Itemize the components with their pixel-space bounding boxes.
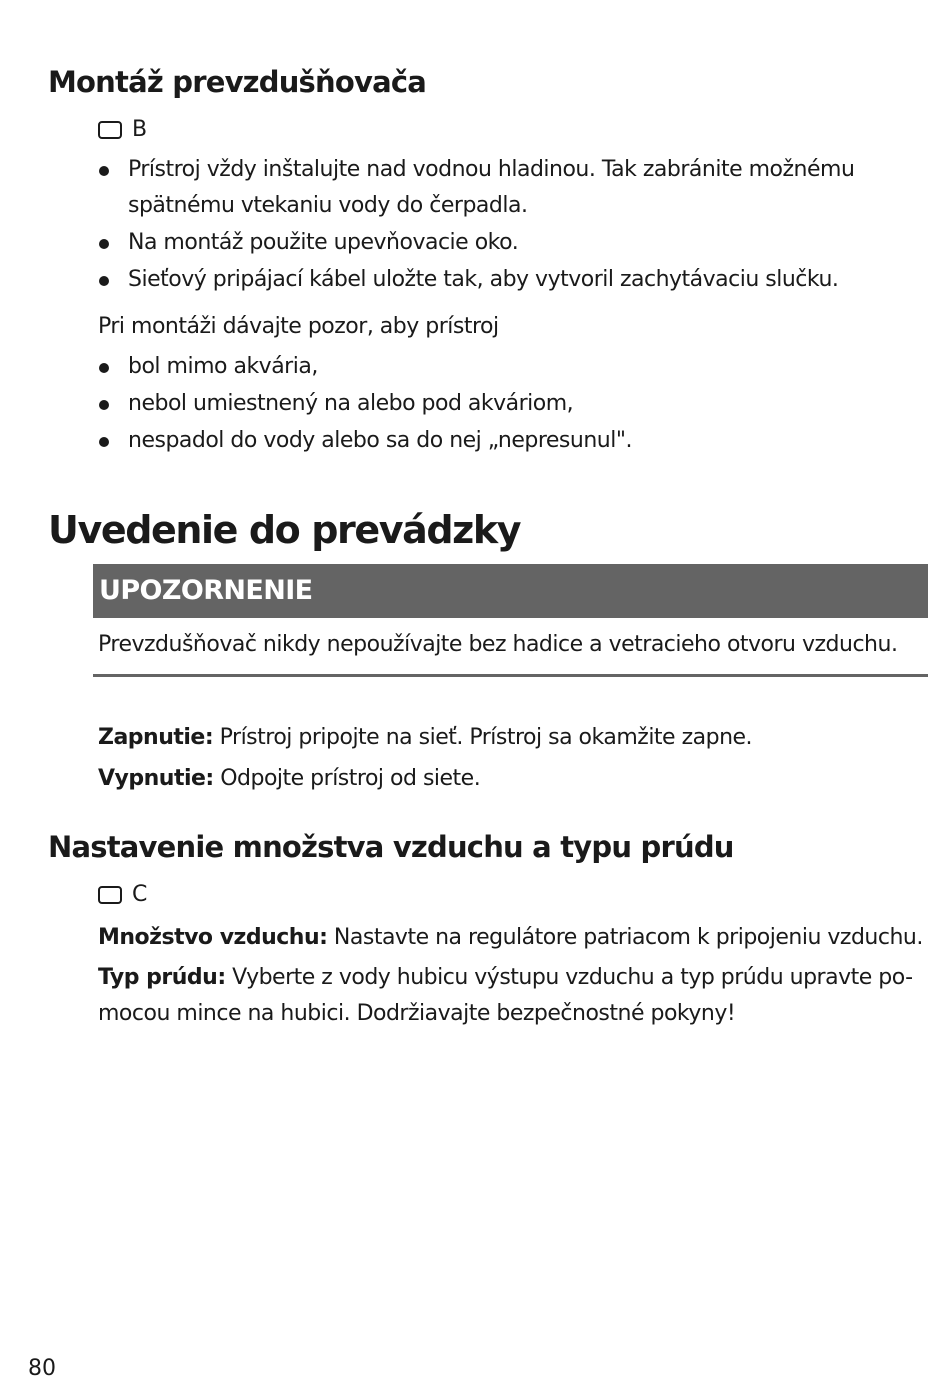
bullet-icon bbox=[99, 437, 109, 447]
mounting-bullet-list bbox=[98, 152, 898, 299]
list-item bbox=[98, 152, 898, 224]
flow-type-paragraph bbox=[98, 960, 913, 996]
list-item-text: bol mimo akvária, bbox=[128, 354, 318, 379]
page-number: 80 bbox=[28, 1356, 56, 1381]
switch-on-text: Prístroj pripojte na sieť. Prístroj sa okamžite zapne. bbox=[213, 725, 753, 750]
flow-type-label: Typ prúdu: bbox=[98, 965, 226, 990]
heading-mounting: Montáž prevzdušňovača bbox=[48, 65, 427, 99]
figure-box-icon bbox=[98, 886, 122, 904]
switch-off-label: Vypnutie: bbox=[98, 766, 214, 791]
warning-bottom-rule bbox=[93, 674, 928, 677]
list-item bbox=[98, 225, 898, 261]
heading-settings: Nastavenie množstva vzduchu a typu prúdu bbox=[48, 830, 734, 864]
air-amount-text: Nastavte na regulátore patriacom k pripojeniu vzduchu. bbox=[327, 925, 923, 950]
air-amount-paragraph bbox=[98, 920, 923, 956]
list-item-text: nebol umiestnený na alebo pod akváriom, bbox=[128, 391, 574, 416]
warning-title-bar: UPOZORNENIE bbox=[93, 564, 928, 618]
list-item-text: Sieťový pripájací kábel uložte tak, aby vytvoril zachytávaciu slučku. bbox=[128, 267, 839, 292]
air-amount-label: Množstvo vzduchu: bbox=[98, 925, 328, 950]
figure-reference-b bbox=[98, 116, 147, 144]
list-item-text: spätnému vtekaniu vody do čerpadla. bbox=[128, 193, 528, 218]
flow-type-text-line1: Vyberte z vody hubicu výstupu vzduchu a typ prúdu upravte po- bbox=[225, 965, 913, 990]
figure-box-icon bbox=[98, 121, 122, 139]
switch-off-paragraph bbox=[98, 761, 480, 797]
list-item bbox=[98, 349, 898, 385]
list-item bbox=[98, 386, 898, 422]
list-item-text: Na montáž použite upevňovacie oko. bbox=[128, 230, 519, 255]
bullet-icon bbox=[99, 363, 109, 373]
switch-on-label: Zapnutie: bbox=[98, 725, 214, 750]
list-item bbox=[98, 262, 898, 298]
list-item-text: nespadol do vody alebo sa do nej „nepresunul". bbox=[128, 428, 632, 453]
figure-reference-c bbox=[98, 881, 147, 909]
flow-type-text-line2: mocou mince na hubici. Dodržiavajte bezpečnostné pokyny! bbox=[98, 1001, 736, 1026]
figure-label: C bbox=[132, 882, 148, 907]
flow-type-paragraph-continued bbox=[98, 996, 735, 1032]
bullet-icon bbox=[99, 276, 109, 286]
bullet-icon bbox=[99, 239, 109, 249]
mounting-conditions-list bbox=[98, 349, 898, 460]
bullet-icon bbox=[99, 166, 109, 176]
mounting-intro-text: Pri montáži dávajte pozor, aby prístroj bbox=[98, 314, 499, 339]
switch-off-text: Odpojte prístroj od siete. bbox=[213, 766, 481, 791]
bullet-icon bbox=[99, 400, 109, 410]
warning-text: Prevzdušňovač nikdy nepoužívajte bez hadice a vetracieho otvoru vzduchu. bbox=[98, 632, 898, 657]
figure-label: B bbox=[132, 117, 148, 142]
list-item bbox=[98, 423, 898, 459]
switch-on-paragraph bbox=[98, 720, 752, 756]
heading-startup: Uvedenie do prevádzky bbox=[48, 508, 521, 552]
list-item-text: Prístroj vždy inštalujte nad vodnou hladinou. Tak zabránite možnému bbox=[128, 157, 855, 182]
